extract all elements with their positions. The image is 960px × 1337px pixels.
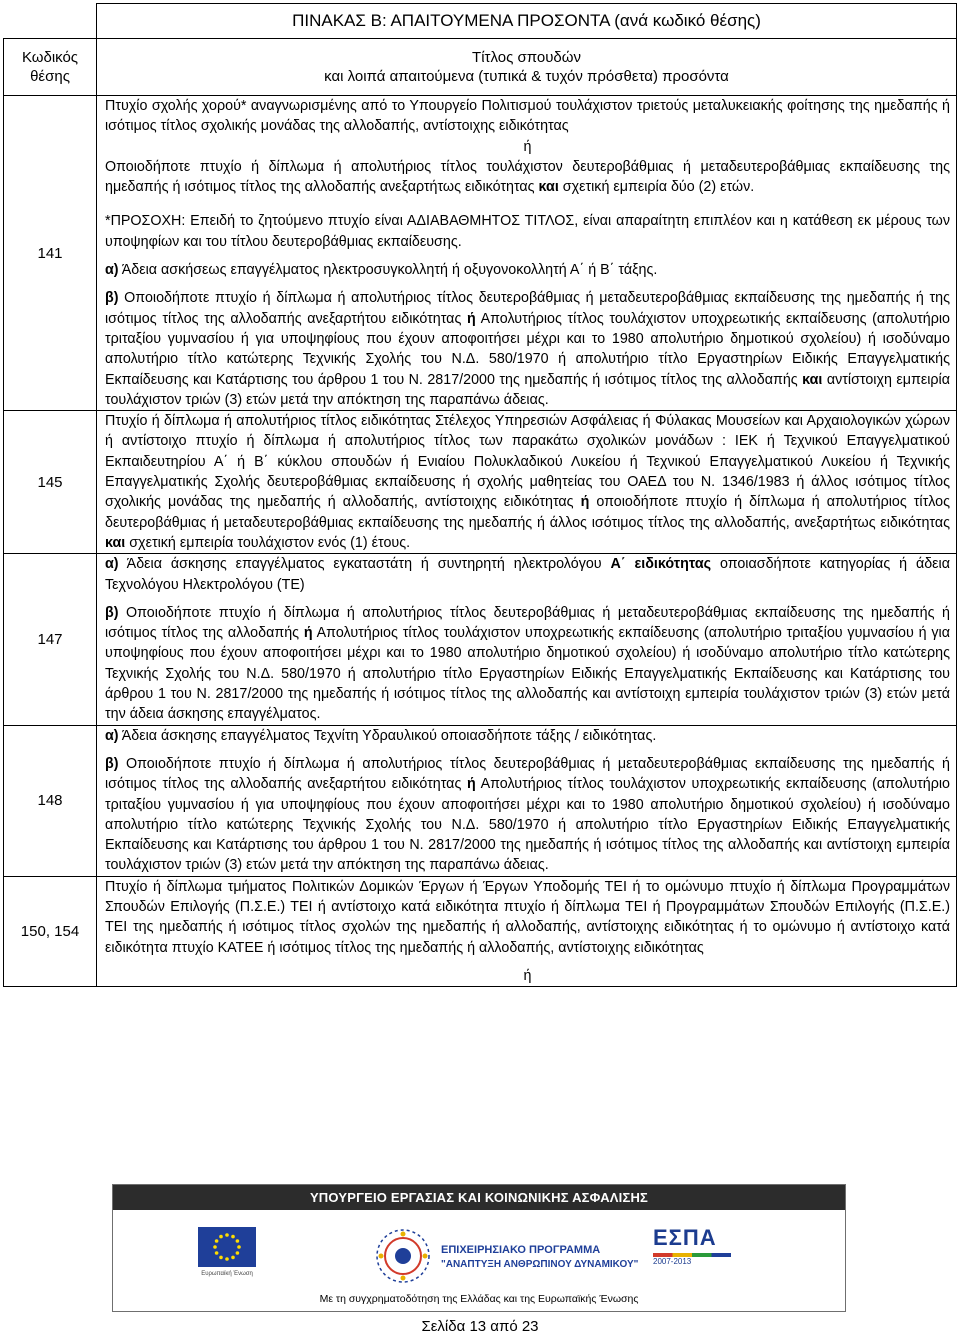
row-requirements <box>97 725 957 876</box>
req-paragraph: Πτυχίο ή δίπλωμα τμήματος Πολιτικών Δομικών Έργων ή Έργων Υποδομής ΤΕΙ ή το ομώνυμο πτυχίο ή δίπλωμα Προγραμμάτων Σπουδών Επιλογής (Π.Σ.Ε.) ΤΕΙ ή αντίστοιχο κατά ειδικότητα πτυχίο ή δίπλωμα ΤΕΙ ή Προγραμμάτων Σπουδών Επιλογής (Π.Σ.Ε.) ΤΕΙ της ημεδαπής ή ισότιμος τίτλος σχολών της ημεδαπής ή αλλοδαπής, αντίστοιχης ειδικότητας ή το ομώνυμο ή αντίστοιχο κατά ειδικότητα πτυχίο ΚΑΤΕΕ ή ισότιμος τίτλος της ημεδαπής ή αλλοδαπής, αντίστοιχης ειδικότητας <box>105 878 950 956</box>
table-title-spacer <box>4 4 97 39</box>
header-requirements <box>97 39 957 96</box>
requirements-table <box>3 3 957 987</box>
program-line2: "ΑΝΑΠΤΥΞΗ ΑΝΘΡΩΠΙΝΟΥ ΔΥΝΑΜΙΚΟΥ" <box>441 1259 639 1270</box>
program-emblem-icon <box>365 1223 639 1289</box>
table-row <box>4 876 957 986</box>
table-title: ΠΙΝΑΚΑΣ Β: ΑΠΑΙΤΟΥΜΕΝΑ ΠΡΟΣΟΝΤΑ (ανά κωδικό θέσης) <box>97 4 957 39</box>
req-beta: β) Οποιοδήποτε πτυχίο ή δίπλωμα ή απολυτήριος τίτλος δευτεροβάθμιας ή μεταδευτεροβάθμιας εκπαίδευσης της ημεδαπής ή της ισότιμος τίτλος της αλλοδαπής ανεξαρτήτου ειδικότητας ή Απολυτήριος τίτλος τουλάχιστον υποχρεωτικής εκπαίδευσης (απολυτήριο τριταξίου γυμνασίου ή για υποψηφίους που έχουν αποφοιτήσει μέχρι και το 1980 απολυτήριο δημοτικού σχολείου) ή ισοδύναμο απολυτήριο τίτλο κατώτερης Τεχνικής Σχολής του Ν.Δ. 580/1970 ή απολυτήριο τίτλο Εργαστηρίων Ειδικής Επαγγελματικής Εκπαίδευσης και Κατάρτισης του άρθρου 1 του Ν. 2817/2000 της ημεδαπής ή ισότιμος τίτλος της αλλοδαπής και αντίστοιχη εμπειρία τουλάχιστον τριών (3) ετών μετά την απόκτηση της παραπάνω άδειας. <box>105 290 950 408</box>
row-code: 147 <box>4 554 97 725</box>
req-alpha: α) Άδεια άσκησης επαγγέλματος εγκαταστάτη ή συντηρητή ηλεκτρολόγου Α΄ ειδικότητας οποιασδήποτε κατηγορίας ή άδεια Τεχνολόγου Ηλεκτρολόγου (ΤΕ) <box>105 556 950 593</box>
header-code-line2: θέσης <box>30 68 70 85</box>
espa-logo <box>653 1225 743 1285</box>
table-row <box>4 725 957 876</box>
req-or: ή <box>523 967 532 984</box>
page-number: Σελίδα 13 από 23 <box>421 1318 539 1335</box>
table-row <box>4 96 957 411</box>
eu-logo <box>198 1227 256 1285</box>
req-or: ή <box>523 138 532 155</box>
row-requirements <box>97 554 957 725</box>
espa-word: ΕΣΠΑ <box>653 1225 717 1250</box>
row-requirements <box>97 96 957 411</box>
eu-caption: Ευρωπαϊκή Ένωση <box>201 1271 253 1277</box>
row-code: 141 <box>4 96 97 411</box>
table-title-row <box>4 4 957 39</box>
req-paragraph: Πτυχίο ή δίπλωμα ή απολυτήριος τίτλος ειδικότητας Στέλεχος Υπηρεσιών Ασφάλειας ή Φύλακας Μουσείων και Αρχαιολογικών χώρων ή αντίστοιχο πτυχίο ή δίπλωμα ή απολυτήριος τίτλος των παρακάτω σχολικών μονάδων : ΙΕΚ ή Τεχνικού Επαγγελματικού Εκπαιδευτηρίου Α΄ ή Β΄ κύκλου σπουδών ή Ενιαίου Πολυκλαδικού Λυκείου ή Τεχνικού Επαγγελματικού Λυκείου ή Τεχνικής Επαγγελματικής Σχολής δευτεροβάθμιας εκπαίδευσης ή σχολής μαθητείας του ΟΑΕΔ του Ν. 1346/1983 ή άλλος ισότιμος τίτλος σχολικής μονάδας της ημεδαπής ή αλλοδαπής, αντίστοιχης ειδικότητας ή οποιοδήποτε πτυχίο ή δίπλωμα ή απολυτήριος τίτλος δευτεροβάθμιας ή μεταδευτεροβάθμιας εκπαίδευσης της ημεδαπής ή άλλος ισότιμος τίτλος της αλλοδαπής, ανεξαρτήτως ειδικότητας και σχετική εμπειρία τουλάχιστον ενός (1) έτους. <box>105 413 950 551</box>
row-code: 150, 154 <box>4 876 97 986</box>
header-code <box>4 39 97 96</box>
req-paragraph: Οποιοδήποτε πτυχίο ή δίπλωμα ή απολυτήριος τίτλος τουλάχιστον δευτεροβάθμιας ή μεταδευτεροβάθμιας εκπαίδευσης της ημεδαπής ή ισότιμος τίτλος της αλλοδαπής ανεξαρτήτως ειδικότητας και σχετική εμπειρία δύο (2) ετών. <box>105 158 950 196</box>
row-code: 148 <box>4 725 97 876</box>
epanad-logo <box>365 1223 639 1289</box>
header-req-line2: και λοιπά απαιτούμενα (τυπικά & τυχόν πρόσθετα) προσόντα <box>324 68 729 85</box>
program-line1: ΕΠΙΧΕΙΡΗΣΙΑΚΟ ΠΡΟΓΡΑΜΜΑ <box>441 1244 601 1256</box>
row-code: 145 <box>4 411 97 554</box>
cofunding-text: Με τη συγχρηματοδότηση της Ελλάδας και της Ευρωπαϊκής Ένωσης <box>319 1293 639 1305</box>
table-row <box>4 554 957 725</box>
req-beta: β) Οποιοδήποτε πτυχίο ή δίπλωμα ή απολυτήριος τίτλος δευτεροβάθμιας ή μεταδευτεροβάθμιας εκπαίδευσης της ημεδαπής ή ισότιμος τίτλος της αλλοδαπής ανεξαρτήτου ειδικότητας ή Απολυτήριος τίτλος τουλάχιστον υποχρεωτικής εκπαίδευσης (απολυτήριο τριταξίου γυμνασίου ή για υποψηφίους που έχουν αποφοιτήσει μέχρι και το 1980 απολυτήριο δημοτικού σχολείου) ή ισοδύναμο απολυτήριο τίτλο κατώτερης Τεχνικής Σχολής του Ν.Δ. 580/1970 ή απολυτήριο τίτλο Εργαστηρίων Ειδικής Επαγγελματικής Εκπαίδευσης και Κατάρτισης του άρθρου 1 του Ν. 2817/2000 της ημεδαπής ή ισότιμος τίτλος της αλλοδαπής και αντίστοιχη εμπειρία τουλάχιστον τριών (3) ετών μετά την απόκτηση της παραπάνω άδειας. <box>105 755 950 874</box>
eu-stars-icon <box>198 1227 256 1267</box>
table-header-row <box>4 39 957 96</box>
header-req-line1: Τίτλος σπουδών <box>472 49 581 66</box>
req-alpha: α) Άδεια ασκήσεως επαγγέλματος ηλεκτροσυγκολλητή ή οξυγονοκολλητή Α΄ ή Β΄ τάξης. <box>105 262 658 279</box>
req-beta: β) Οποιοδήποτε πτυχίο ή δίπλωμα ή απολυτήριος τίτλος δευτεροβάθμιας ή μεταδευτεροβάθμιας εκπαίδευσης της ημεδαπής ή ισότιμος τίτλος της αλλοδαπής ή Απολυτήριος τίτλος τουλάχιστον υποχρεωτικής εκπαίδευσης (απολυτήριο τριταξίου γυμνασίου ή για υποψηφίους που έχουν αποφοιτήσει μέχρι και το 1980 απολυτήριο δημοτικού σχολείου) ή ισοδύναμο απολυτήριο τίτλο κατώτερης Τεχνικής Σχολής του Ν.Δ. 580/1970 ή απολυτήριο τίτλο Εργαστηρίων Ειδικής Επαγγελματικής Εκπαίδευσης και Κατάρτισης του άρθρου 1 του Ν. 2817/2000 της ημεδαπής ή ισότιμος τίτλος της αλλοδαπής και αντίστοιχη εμπειρία τουλάχιστον τριών (3) ετών μετά την άδεια άσκησης επαγγέλματος. <box>105 604 950 723</box>
table-row <box>4 411 957 554</box>
ministry-banner: ΥΠΟΥΡΓΕΙΟ ΕΡΓΑΣΙΑΣ ΚΑΙ ΚΟΙΝΩΝΙΚΗΣ ΑΣΦΑΛΙΣΗΣ <box>113 1185 845 1210</box>
req-paragraph: Πτυχίο σχολής χορού* αναγνωρισμένης από το Υπουργείο Πολιτισμού τουλάχιστον τριετούς μεταλυκειακής φοίτησης της ημεδαπής ή ισότιμος τίτλος σχολικής μονάδας της αλλοδαπής, αντίστοιχης ειδικότητας <box>105 98 950 135</box>
header-code-line1: Κωδικός <box>21 49 79 66</box>
row-requirements <box>97 411 957 554</box>
eu-flag-icon <box>198 1227 256 1267</box>
row-requirements <box>97 876 957 986</box>
req-note: *ΠΡΟΣΟΧΗ: Επειδή το ζητούμενο πτυχίο είναι ΑΔΙΑΒΑΘΜΗΤΟΣ ΤΙΤΛΟΣ, είναι απαραίτητη επιπλέον και η κατάθεση εκ μέρους των υποψηφίων και του τίτλου δευτεροβάθμιας εκπαίδευσης. <box>105 213 950 250</box>
footer-banner <box>112 1184 846 1312</box>
req-alpha: α) Άδεια άσκησης επαγγέλματος Τεχνίτη Υδραυλικού οποιασδήποτε τάξης / ειδικότητας. <box>105 727 657 744</box>
espa-years: 2007-2013 <box>653 1257 692 1266</box>
